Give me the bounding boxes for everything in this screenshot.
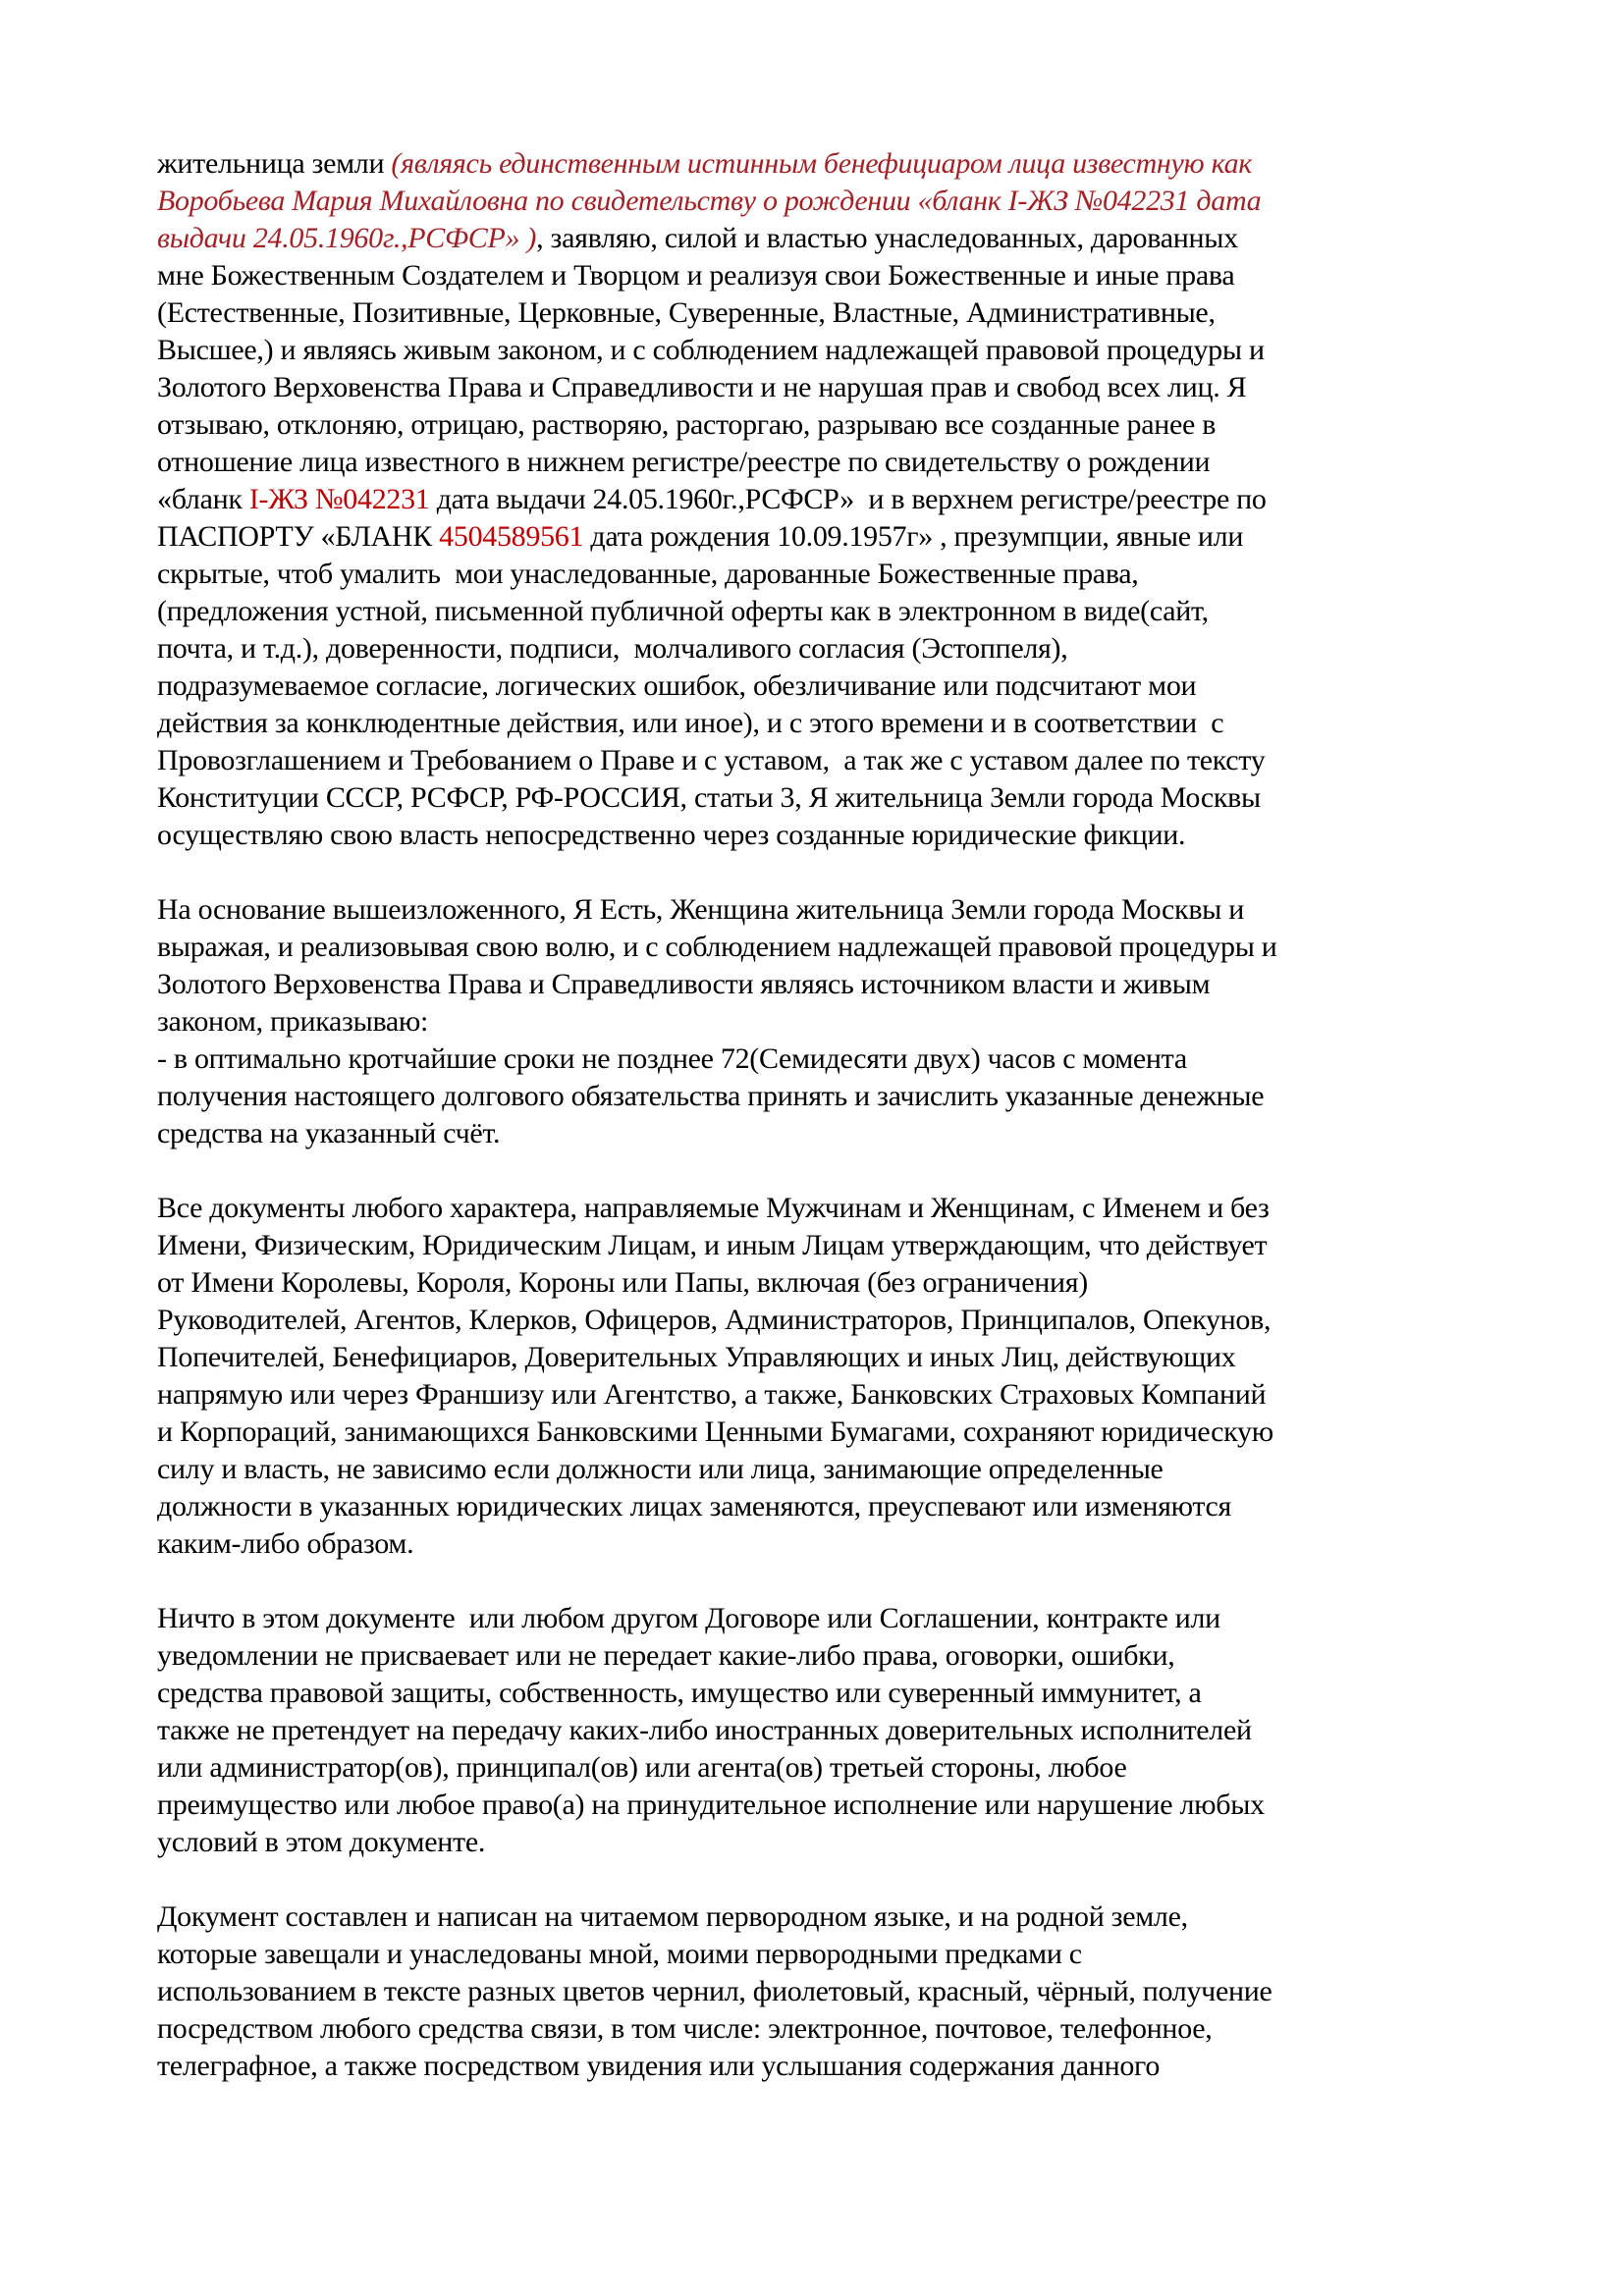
text-run: телеграфное, а также посредством увидения или услышания содержания данного [157,2050,1161,2082]
text-run: дата выдачи 24.05.1960г.,РСФСР» и в верхнем регистре/реестре по [429,483,1267,515]
text-run: или администратор(ов), принципал(ов) или агента(ов) третьей стороны, любое [157,1751,1127,1784]
text-line [157,1973,1492,2010]
text-run: (Естественные, Позитивные, Церковные, Суверенные, Властные, Административные, [157,296,1216,329]
text-line [157,1003,1492,1041]
text-run: Золотого Верховенства Права и Справедливости являясь источником власти и живым [157,968,1211,1000]
text-run: - в оптимально кротчайшие сроки не позднее 72(Семидесяти двух) часов с момента [157,1042,1187,1075]
text-line [157,1749,1492,1787]
text-run: отзываю, отклоняю, отрицаю, растворяю, расторгаю, разрываю все созданные ранее в [157,408,1217,441]
blank-line [157,1861,1492,1898]
text-line [157,294,1492,332]
text-line [157,406,1492,444]
text-run: жительница земли [157,147,392,180]
text-run: выражая, и реализовывая свою волю, и с соблюдением надлежащей правовой процедуры и [157,931,1277,963]
blank-line [157,854,1492,891]
text-run: Провозглашением и Требованием о Праве и с уставом, а так же с уставом далее по тексту [157,744,1266,776]
text-run: уведомлении не присваевает или не передает какие-либо права, оговорки, ошибки, [157,1639,1175,1672]
red-run: 4504589561 [439,520,584,553]
text-line [157,145,1492,183]
red-italic-run: выдачи 24.05.1960г.,РСФСР» ) [157,222,537,254]
text-run: скрытые, чтоб умалить мои унаследованные, дарованные Божественные права, [157,558,1139,590]
text-run: и Корпораций, занимающихся Банковскими Ценными Бумагами, сохраняют юридическую [157,1415,1273,1448]
text-run: мне Божественным Создателем и Творцом и реализуя свои Божественные и иные права [157,259,1235,292]
text-line [157,1302,1492,1339]
text-run: условий в этом документе. [157,1826,486,1858]
red-run: I-ЖЗ №042231 [248,483,430,515]
text-line [157,1898,1492,1936]
text-line [157,891,1492,929]
text-line [157,966,1492,1003]
text-run: ПАСПОРТУ «БЛАНК [157,520,440,553]
text-line [157,817,1492,854]
text-run: Попечителей, Бенефициаров, Доверительных Управляющих и иных Лиц, действующих [157,1341,1236,1373]
text-line [157,1712,1492,1749]
text-line [157,518,1492,556]
document-body [157,145,1492,2085]
text-run: Руководителей, Агентов, Клерков, Офицеров, Администраторов, Принципалов, Опекунов, [157,1304,1272,1336]
text-run: Конституции СССР, РСФСР, РФ-РОССИЯ, статьи 3, Я жительница Земли города Москвы [157,781,1261,814]
text-line [157,1227,1492,1264]
text-line [157,1414,1492,1451]
text-line [157,1078,1492,1115]
text-line [157,1488,1492,1525]
text-line [157,1041,1492,1078]
text-line [157,444,1492,481]
text-run: «бланк [157,483,249,515]
text-line [157,1190,1492,1227]
text-run: На основание вышеизложенного, Я Есть, Женщина жительница Земли города Москвы и [157,893,1244,926]
text-run: Документ составлен и написан на читаемом первородном языке, и на родной земле, [157,1900,1188,1933]
text-line [157,1787,1492,1824]
text-line [157,779,1492,817]
red-italic-run: Воробьева Мария Михайловна по свидетельству о рождении «бланк I-ЖЗ №042231 дата [157,185,1262,217]
text-line [157,257,1492,294]
text-line [157,1675,1492,1712]
text-run: Высшее,) и являясь живым законом, и с соблюдением надлежащей правовой процедуры и [157,334,1265,366]
text-run: дата рождения 10.09.1957г» , презумпции, явные или [583,520,1244,553]
text-line [157,2048,1492,2085]
text-run: Имени, Физическим, Юридическим Лицам, и иным Лицам утверждающим, что действует [157,1229,1268,1261]
text-run: законом, приказываю: [157,1005,429,1038]
text-run: использованием в тексте разных цветов чернил, фиолетовый, красный, чёрный, получение [157,1975,1272,2007]
text-line [157,332,1492,369]
text-run: также не претендует на передачу каких-либо иностранных доверительных исполнителей [157,1714,1252,1746]
text-run: подразумеваемое согласие, логических ошибок, обезличивание или подсчитают мои [157,669,1197,702]
text-line [157,1264,1492,1302]
text-line [157,1376,1492,1414]
text-line [157,1339,1492,1376]
text-run: , заявляю, силой и властью унаследованных, дарованных [536,222,1238,254]
text-line [157,1936,1492,1973]
text-line [157,2010,1492,2048]
text-run: посредством любого средства связи, в том числе: электронное, почтовое, телефонное, [157,2012,1213,2045]
text-line [157,369,1492,406]
text-run: Все документы любого характера, направляемые Мужчинам и Женщинам, с Именем и без [157,1192,1270,1224]
text-run: должности в указанных юридических лицах заменяются, преуспевают или изменяются [157,1490,1232,1522]
text-run: которые завещали и унаследованы мной, моими первородными предками с [157,1938,1082,1970]
text-line [157,1525,1492,1563]
text-run: действия за конклюдентные действия, или иное), и с этого времени и в соответствии с [157,707,1224,739]
text-line [157,1824,1492,1861]
text-run: силу и власть, не зависимо если должности или лица, занимающие определенные [157,1453,1164,1485]
text-run: от Имени Королевы, Короля, Короны или Папы, включая (без ограничения) [157,1266,1088,1299]
text-run: средства правовой защиты, собственность, имущество или суверенный иммунитет, а [157,1677,1202,1709]
text-line [157,1115,1492,1152]
red-italic-run: (являясь единственным истинным бенефициаром лица известную как [391,147,1253,180]
text-line [157,220,1492,257]
text-line [157,1600,1492,1637]
text-line [157,556,1492,593]
blank-line [157,1563,1492,1600]
text-run: отношение лица известного в нижнем регистре/реестре по свидетельству о рождении [157,446,1211,478]
text-run: Золотого Верховенства Права и Справедливости и не нарушая прав и свобод всех лиц. Я [157,371,1247,403]
text-line [157,742,1492,779]
text-run: преимущество или любое право(а) на принудительное исполнение или нарушение любых [157,1789,1265,1821]
text-run: каким-либо образом. [157,1527,414,1560]
text-line [157,593,1492,630]
text-run: средства на указанный счёт. [157,1117,501,1149]
text-run: почта, и т.д.), доверенности, подписи, молчаливого согласия (Эстоппеля), [157,632,1068,665]
text-run: Ничто в этом документе или любом другом Договоре или Соглашении, контракте или [157,1602,1220,1634]
text-line [157,183,1492,220]
text-run: получения настоящего долгового обязательства принять и зачислить указанные денежные [157,1080,1265,1112]
text-run: осуществляю свою власть непосредственно через созданные юридические фикции. [157,819,1186,851]
text-line [157,630,1492,667]
text-line [157,1451,1492,1488]
text-line [157,705,1492,742]
text-run: (предложения устной, письменной публичной оферты как в электронном в виде(сайт, [157,595,1209,627]
text-line [157,481,1492,518]
text-line [157,1637,1492,1675]
text-run: напрямую или через Франшизу или Агентство, а также, Банковских Страховых Компаний [157,1378,1267,1411]
blank-line [157,1152,1492,1190]
text-line [157,929,1492,966]
text-line [157,667,1492,705]
